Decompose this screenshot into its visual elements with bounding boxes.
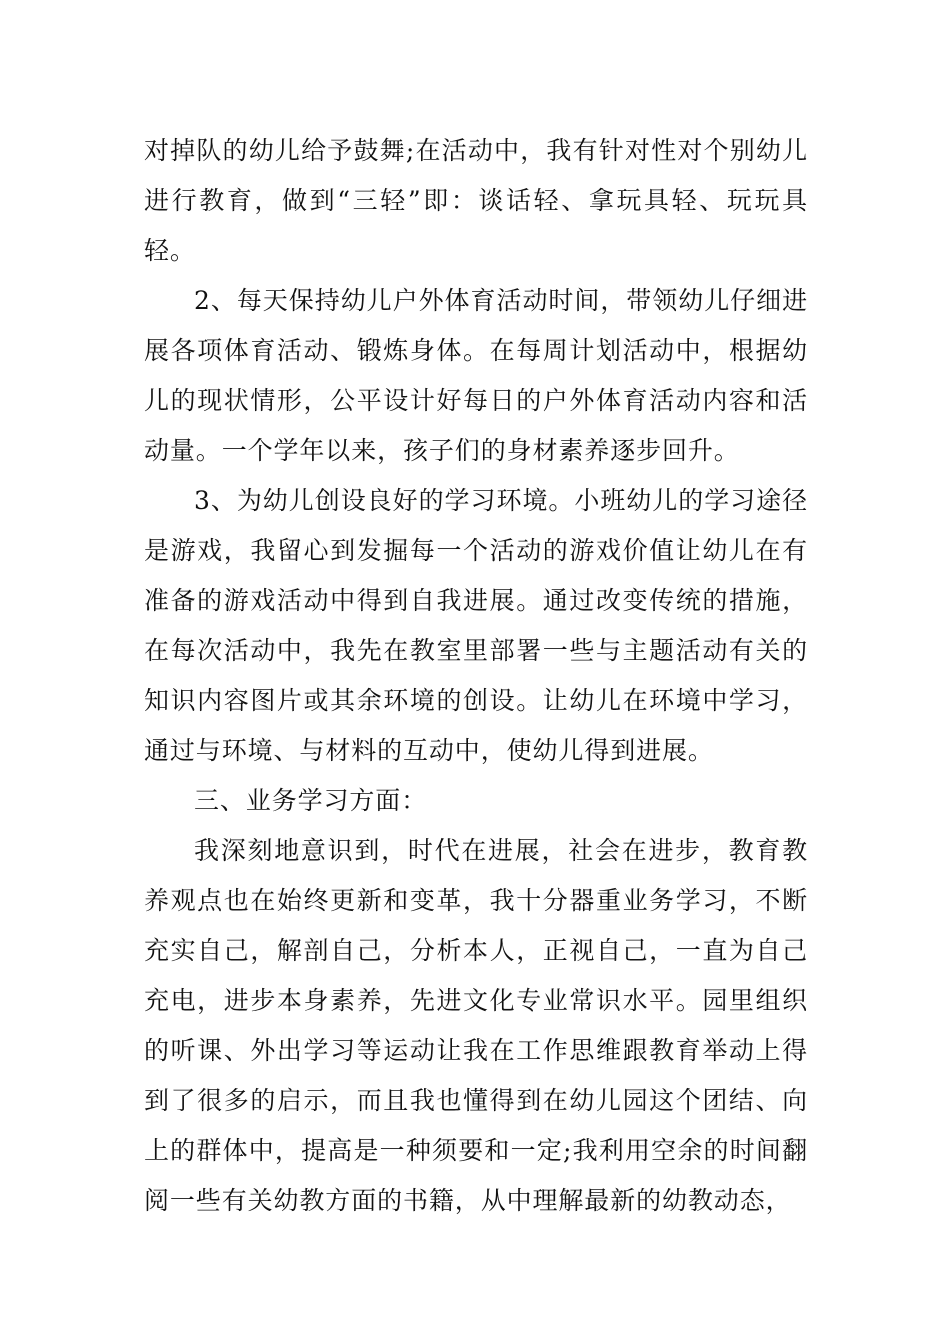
paragraph-4: 我深刻地意识到，时代在进展，社会在进步，教育教养观点也在始终更新和变革，我十分器重业务学习，不断充实自己，解剖自己，分析本人，正视自己，一直为自己充电，进步本身素养，先进文化专业常识水平。园里组织的听课、外出学习等运动让我在工作思维跟教育举动上得到了很多的启示，而且我也懂得到在幼儿园这个团结、向上的群体中，提高是一种须要和一定;我利用空余的时间翻阅一些有关幼教方面的书籍，从中理解最新的幼教动态， <box>144 836 808 1215</box>
paragraph-1: 对掉队的幼儿给予鼓舞;在活动中，我有针对性对个别幼儿进行教育，做到“三轻”即：谈话轻、拿玩具轻、玩玩具轻。 <box>144 136 808 265</box>
paragraph-3: 3、为幼儿创设良好的学习环境。小班幼儿的学习途径是游戏，我留心到发掘每一个活动的游戏价值让幼儿在有准备的游戏活动中得到自我进展。通过改变传统的措施，在每次活动中，我先在教室里部署一些与主题活动有关的知识内容图片或其余环境的创设。让幼儿在环境中学习，通过与环境、与材料的互动中，使幼儿得到进展。 <box>144 486 808 765</box>
paragraph-2: 2、每天保持幼儿户外体育活动时间，带领幼儿仔细进展各项体育活动、锻炼身体。在每周计划活动中，根据幼儿的现状情形，公平设计好每日的户外体育活动内容和活动量。一个学年以来，孩子们的身材素养逐步回升。 <box>144 286 808 465</box>
section-heading-business-study: 三、业务学习方面： <box>194 786 428 815</box>
body-text <box>144 126 808 1226</box>
